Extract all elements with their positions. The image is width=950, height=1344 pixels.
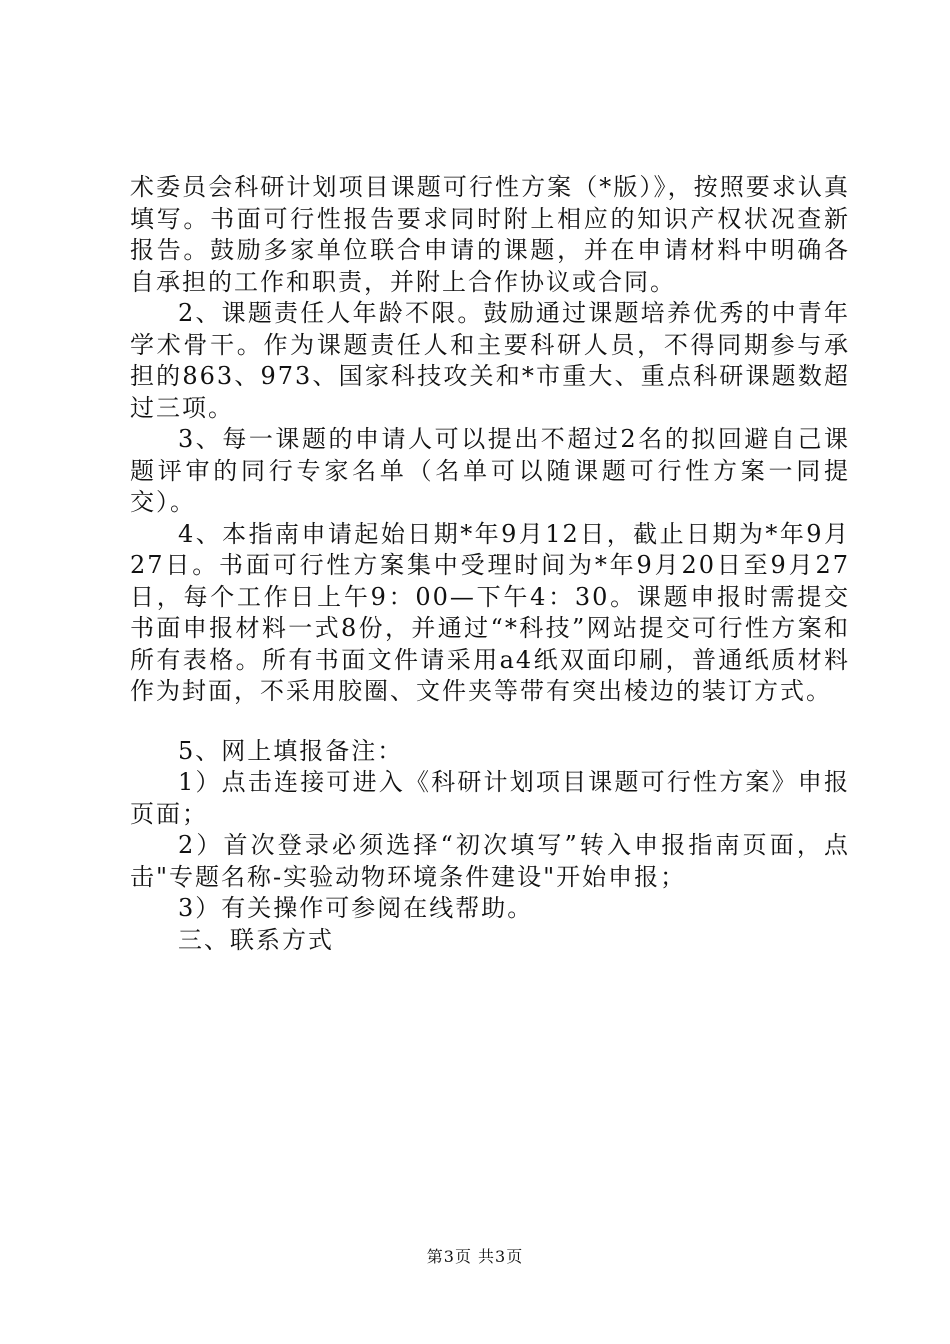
page-footer: 第3页 共3页 <box>426 1247 524 1266</box>
section-heading-contact: 三、联系方式 <box>178 925 334 954</box>
paragraph-note-3: 3）有关操作可参阅在线帮助。 <box>178 894 534 922</box>
document-body <box>130 172 850 956</box>
paragraph-note-2: 2）首次登录必须选择“初次填写”转入申报指南页面，点击"专题名称-实验动物环境条件建设"开始申报； <box>130 831 850 891</box>
paragraph-item-2: 2、课题责任人年龄不限。鼓励通过课题培养优秀的中青年学术骨干。作为课题责任人和主要科研人员，不得同期参与承担的863、973、国家科技攻关和*市重大、重点科研课题数超过三项。 <box>130 299 850 422</box>
paragraph-continuation: 术委员会科研计划项目课题可行性方案（*版）》，按照要求认真填写。书面可行性报告要求同时附上相应的知识产权状况查新报告。鼓励多家单位联合申请的课题，并在申请材料中明确各自承担的工作和职责，并附上合作协议或合同。 <box>130 173 850 296</box>
paragraph-item-4: 4、本指南申请起始日期*年9月12日，截止日期为*年9月27日。书面可行性方案集中受理时间为*年9月20日至9月27日，每个工作日上午9：00—下午4：30。课题申报时需提交书面申报材料一式8份，并通过“*科技”网站提交可行性方案和所有表格。所有书面文件请采用a4纸双面印刷，普通纸质材料作为封面，不采用胶圈、文件夹等带有突出棱边的装订方式。 <box>130 519 850 705</box>
paragraph-item-3: 3、每一课题的申请人可以提出不超过2名的拟回避自己课题评审的同行专家名单（名单可以随课题可行性方案一同提交）。 <box>130 425 850 516</box>
paragraph-item-5: 5、网上填报备注： <box>178 736 404 765</box>
paragraph-note-1: 1）点击连接可进入《科研计划项目课题可行性方案》申报页面； <box>130 768 850 828</box>
